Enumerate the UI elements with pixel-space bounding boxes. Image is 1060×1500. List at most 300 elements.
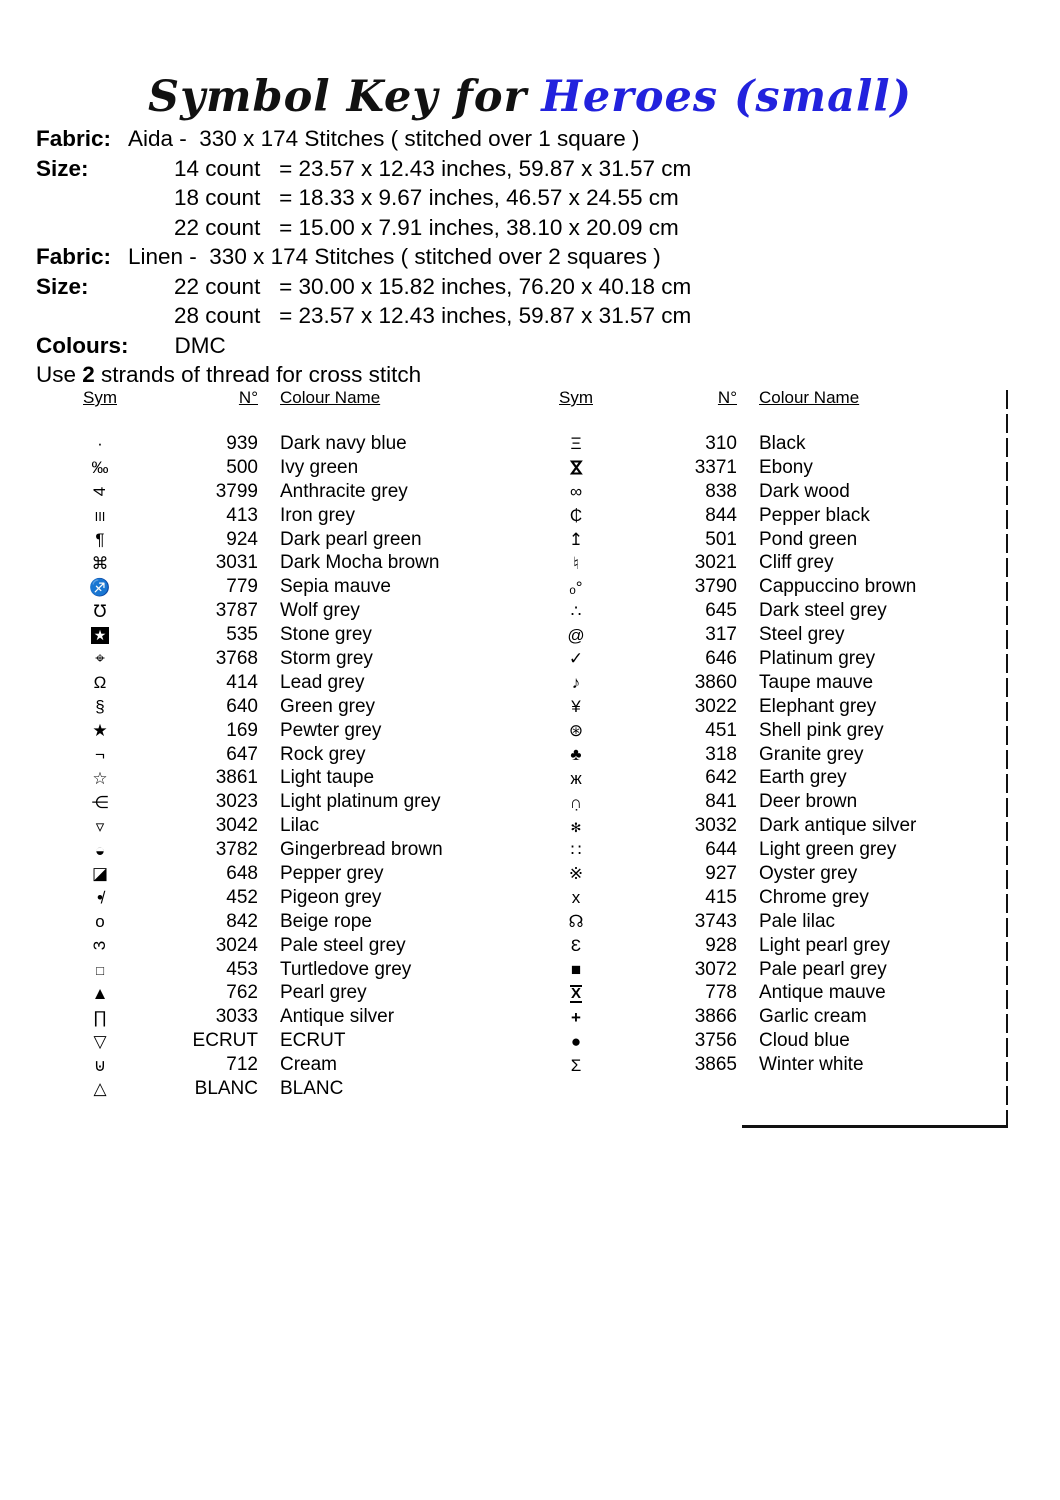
stitch-symbol-icon: ∏ (93, 1007, 107, 1027)
info-text: 28 count = 23.57 x 12.43 inches, 59.87 x 31.57 cm (174, 303, 692, 328)
strands-count: 2 (82, 362, 95, 387)
symbol-cell (64, 603, 136, 620)
colour-name: Pepper black (759, 504, 870, 526)
colour-name: Pepper grey (280, 862, 384, 884)
colour-name: Lilac (280, 815, 320, 837)
info-label: Fabric: (36, 244, 112, 269)
symbol-cell (64, 770, 136, 787)
dmc-number: 318 (705, 743, 737, 765)
key-row (64, 504, 504, 528)
stitch-symbol-icon: ■ (570, 960, 582, 980)
stitch-symbol-icon: Ω (93, 673, 107, 693)
stitch-symbol-icon: ∴ (570, 601, 582, 621)
dmc-number: 501 (705, 528, 737, 550)
key-row (540, 766, 990, 790)
symbol-cell (64, 1080, 136, 1097)
colour-name: Black (759, 432, 806, 454)
info-text: 18 count = 18.33 x 9.67 inches, 46.57 x 24.55 cm (174, 185, 679, 210)
key-row (540, 1053, 990, 1077)
key-row (540, 886, 990, 910)
stitch-symbol-icon: ♐ (89, 577, 111, 597)
info-label: Size: (36, 273, 89, 299)
key-row (64, 575, 504, 599)
dmc-number: 779 (226, 576, 258, 598)
key-row (64, 958, 504, 982)
colour-name: Turtledove grey (280, 958, 412, 980)
key-row (64, 766, 504, 790)
stitch-symbol-icon: ♪ (571, 673, 581, 693)
stitch-symbol-icon: ⌖ (95, 649, 105, 669)
stitch-symbol-icon: ↥ (568, 530, 584, 549)
stitch-symbol-icon: ⌘ (91, 553, 109, 573)
colour-name: Dark navy blue (280, 432, 407, 454)
key-row (540, 1005, 990, 1029)
colour-name: Dark steel grey (759, 600, 887, 622)
stitch-symbol-icon: § (95, 697, 105, 717)
symbol-cell (64, 842, 136, 859)
stitch-symbol-icon: X (570, 984, 581, 1002)
symbol-cell (64, 818, 136, 835)
colour-name: BLANC (280, 1077, 344, 1099)
stitch-symbol-icon: ▲ (91, 983, 109, 1003)
dmc-number: BLANC (194, 1077, 258, 1099)
stitch-symbol-icon: ⊛ (568, 721, 584, 741)
colour-name: Deer brown (759, 791, 858, 813)
dmc-number: 645 (705, 600, 737, 622)
key-row (64, 551, 504, 575)
symbol-cell (64, 746, 136, 763)
key-row (64, 528, 504, 552)
stitch-symbol-icon: ✻ (570, 819, 582, 835)
symbol-cell (540, 483, 612, 500)
dmc-number: 644 (705, 839, 737, 861)
colour-name: Pale steel grey (280, 934, 406, 956)
symbol-cell (540, 603, 612, 620)
symbol-cell (64, 722, 136, 739)
info-line (36, 185, 691, 215)
stitch-symbol-icon: ◪ (91, 864, 109, 884)
key-row (540, 432, 990, 456)
dmc-number: 647 (226, 743, 258, 765)
dmc-number: 640 (226, 695, 258, 717)
stitch-symbol-icon: Σ (570, 1055, 582, 1075)
symbol-cell (540, 722, 612, 739)
key-row (540, 838, 990, 862)
key-row (540, 647, 990, 671)
symbol-key-right-column (540, 388, 990, 1077)
colour-name: Dark Mocha brown (280, 552, 440, 574)
info-line (36, 156, 691, 186)
info-line (36, 215, 691, 245)
info-text: 22 count = 15.00 x 7.91 inches, 38.10 x 20.09 cm (174, 214, 679, 240)
dmc-number: 648 (226, 862, 258, 884)
colour-name: Storm grey (280, 647, 373, 669)
dmc-number: 842 (226, 910, 258, 932)
key-row (540, 504, 990, 528)
symbol-cell (64, 961, 136, 978)
stitch-symbol-icon: •̸ (97, 888, 103, 908)
colour-name: Cliff grey (759, 552, 834, 574)
colour-name: Wolf grey (280, 600, 360, 622)
dmc-number: 310 (705, 432, 737, 454)
dmc-number: 927 (705, 862, 737, 884)
colour-name: Light platinum grey (280, 791, 441, 813)
stitch-symbol-icon: o (95, 912, 105, 932)
symbol-cell (540, 746, 612, 763)
dmc-number: 3861 (215, 767, 258, 789)
info-label: Fabric: (36, 126, 112, 151)
strands-suffix: strands of thread for cross stitch (94, 362, 422, 387)
symbol-cell (64, 507, 136, 524)
stitch-symbol-icon: · (97, 434, 103, 454)
info-line (36, 244, 691, 274)
colour-name: Light taupe (280, 767, 375, 789)
stitch-symbol-icon: ж (570, 768, 582, 788)
colour-name: Pale lilac (759, 910, 836, 932)
key-row (64, 838, 504, 862)
column-header-row (540, 388, 990, 412)
stitch-symbol-icon: + (571, 1007, 581, 1027)
column-header-sym: Sym (559, 388, 593, 407)
dmc-number: 413 (226, 504, 258, 526)
stitch-symbol-icon: ℧ (93, 601, 107, 621)
symbol-cell (540, 435, 612, 452)
column-header-number: N° (238, 388, 258, 407)
symbol-cell (540, 1009, 612, 1026)
colour-name: Cream (280, 1054, 338, 1076)
key-row (64, 1005, 504, 1029)
stitch-symbol-icon: ‰ (91, 458, 109, 478)
dmc-number: 415 (705, 886, 737, 908)
symbol-cell (540, 818, 612, 835)
stitch-symbol-icon: ● (570, 1031, 582, 1051)
symbol-cell (64, 626, 136, 644)
symbol-cell (540, 1033, 612, 1050)
key-row (64, 647, 504, 671)
dmc-number: 3743 (694, 910, 737, 932)
colour-name: Sepia mauve (280, 576, 391, 598)
stitch-symbol-icon: ♣ (570, 745, 582, 765)
symbol-cell (540, 627, 612, 644)
stitch-symbol-icon: ∩̣ (569, 792, 583, 812)
key-row (64, 814, 504, 838)
stitch-symbol-icon: △ (93, 1079, 107, 1099)
colour-name: Platinum grey (759, 647, 876, 669)
page-title (0, 72, 1060, 122)
fabric-info-block (36, 126, 691, 362)
symbol-cell (64, 579, 136, 596)
dmc-number: 3799 (215, 480, 258, 502)
stitch-symbol-icon: Ɛ (570, 936, 582, 956)
info-text: Aida - 330 x 174 Stitches ( stitched over 1 square ) (128, 126, 640, 151)
key-row (64, 790, 504, 814)
colour-name: Light pearl grey (759, 934, 890, 956)
colour-name: Gingerbread brown (280, 839, 443, 861)
symbol-cell (540, 865, 612, 882)
symbol-cell (540, 842, 612, 859)
key-row (540, 528, 990, 552)
symbol-cell (540, 961, 612, 978)
dmc-number: 453 (226, 958, 258, 980)
stitch-symbol-icon: Ξ (570, 434, 582, 454)
dmc-number: 778 (705, 982, 737, 1004)
table-bottom-border-line (742, 1125, 1008, 1128)
key-row (64, 480, 504, 504)
key-row (64, 1029, 504, 1053)
colour-name: Dark pearl green (280, 528, 422, 550)
symbol-cell (64, 794, 136, 811)
colour-name: Green grey (280, 695, 376, 717)
symbol-cell (540, 1057, 612, 1074)
strands-prefix: Use (36, 362, 83, 387)
dmc-number: 3866 (694, 1006, 737, 1028)
stitch-symbol-icon: ♮ (572, 553, 580, 573)
colour-name: Pearl grey (280, 982, 367, 1004)
key-row (64, 695, 504, 719)
symbol-cell (540, 698, 612, 715)
colour-name: Antique silver (280, 1006, 395, 1028)
key-row (540, 934, 990, 958)
dmc-number: 414 (226, 671, 258, 693)
dmc-number: 317 (705, 624, 737, 646)
info-line (36, 303, 691, 333)
stitch-symbol-icon: ∷ (570, 840, 582, 860)
stitch-symbol-icon: ¬ (95, 745, 105, 765)
key-row (64, 599, 504, 623)
dmc-number: 928 (705, 934, 737, 956)
key-row (64, 719, 504, 743)
stitch-symbol-icon: ⋈ (566, 459, 586, 477)
table-right-border-line (1006, 390, 1008, 1127)
key-row (540, 1029, 990, 1053)
symbol-cell (64, 889, 136, 906)
info-line (36, 274, 691, 304)
symbol-cell (540, 507, 612, 524)
dmc-number: 451 (705, 719, 737, 741)
column-header-sym: Sym (83, 388, 117, 407)
colour-name: Cloud blue (759, 1030, 850, 1052)
symbol-cell (540, 770, 612, 787)
key-row (540, 695, 990, 719)
dmc-number: 939 (226, 432, 258, 454)
key-row (64, 910, 504, 934)
colour-name: Pale pearl grey (759, 958, 887, 980)
stitch-symbol-icon: ¶ (95, 530, 105, 549)
colour-name: Anthracite grey (280, 480, 408, 502)
symbol-cell (540, 579, 612, 596)
stitch-symbol-icon: ▿ (95, 816, 105, 836)
column-header-number: N° (717, 388, 737, 407)
dmc-number: 3860 (694, 671, 737, 693)
stitch-symbol-icon: III (94, 509, 106, 525)
key-row (64, 432, 504, 456)
stitch-symbol-icon: ¥ (571, 697, 581, 717)
symbol-cell (540, 889, 612, 906)
info-text: 14 count = 23.57 x 12.43 inches, 59.87 x 31.57 cm (174, 155, 692, 181)
stitch-symbol-icon: ₒ° (569, 577, 583, 597)
key-row (64, 934, 504, 958)
dmc-number: 712 (226, 1054, 258, 1076)
stitch-symbol-icon: ∞ (569, 482, 583, 502)
symbol-cell (540, 555, 612, 572)
symbol-cell (540, 794, 612, 811)
colour-name: Pigeon grey (280, 886, 382, 908)
symbol-cell (64, 650, 136, 667)
colour-name: Light green grey (759, 839, 897, 861)
dmc-number: 3756 (694, 1030, 737, 1052)
symbol-key-left-column (64, 388, 504, 1101)
symbol-cell (540, 459, 612, 476)
dmc-number: 3782 (215, 839, 258, 861)
colour-name: Earth grey (759, 767, 847, 789)
colour-name: Cappuccino brown (759, 576, 917, 598)
key-row (540, 790, 990, 814)
stitch-symbol-icon: ▽ (93, 1031, 107, 1051)
colour-name: Antique mauve (759, 982, 886, 1004)
colour-name: Pewter grey (280, 719, 382, 741)
symbol-cell (64, 1009, 136, 1026)
colour-name: Shell pink grey (759, 719, 884, 741)
dmc-number: 844 (705, 504, 737, 526)
dmc-number: 3021 (694, 552, 737, 574)
dmc-number: 3033 (215, 1006, 258, 1028)
dmc-number: 3042 (215, 815, 258, 837)
dmc-number: 924 (226, 528, 258, 550)
colour-name: Stone grey (280, 624, 372, 646)
key-row (540, 671, 990, 695)
stitch-symbol-icon: □ (96, 963, 104, 979)
stitch-symbol-icon: ◒ (94, 840, 106, 860)
info-text: 22 count = 30.00 x 15.82 inches, 76.20 x 40.18 cm (174, 273, 692, 299)
dmc-number: 3023 (215, 791, 258, 813)
dmc-number: 3790 (694, 576, 737, 598)
info-text: DMC (174, 332, 226, 358)
symbol-cell (540, 984, 612, 1003)
symbol-cell (64, 913, 136, 930)
key-row (540, 862, 990, 886)
stitch-symbol-icon: 4 (90, 486, 110, 497)
symbol-cell (64, 674, 136, 691)
stitch-symbol-icon: ☆ (92, 768, 108, 788)
stitch-symbol-icon: x (571, 888, 581, 908)
info-line (36, 333, 691, 363)
dmc-number: 3072 (694, 958, 737, 980)
colour-name: Rock grey (280, 743, 366, 765)
dmc-number: 3787 (215, 600, 258, 622)
key-row (64, 671, 504, 695)
symbol-cell (540, 937, 612, 954)
key-row (64, 981, 504, 1005)
dmc-number: 3022 (694, 695, 737, 717)
symbol-cell (64, 555, 136, 572)
key-row (540, 743, 990, 767)
stitch-symbol-icon: ⊍ (93, 1055, 107, 1075)
colour-name: Chrome grey (759, 886, 869, 908)
dmc-number: 838 (705, 480, 737, 502)
key-row (64, 456, 504, 480)
key-row (540, 551, 990, 575)
info-label: Size: (36, 155, 89, 181)
colour-name: Ivy green (280, 456, 359, 478)
symbol-cell (64, 985, 136, 1002)
colour-name: Pond green (759, 528, 858, 550)
symbol-cell (64, 865, 136, 882)
key-row (64, 623, 504, 647)
info-text: Linen - 330 x 174 Stitches ( stitched over 2 squares ) (128, 244, 661, 269)
stitch-symbol-icon: 3 (90, 940, 110, 951)
colour-name: Garlic cream (759, 1006, 867, 1028)
colour-name: Elephant grey (759, 695, 877, 717)
strands-note (36, 362, 421, 388)
dmc-number: 646 (705, 647, 737, 669)
dmc-number: 169 (226, 719, 258, 741)
column-header-colour-name: Colour Name (280, 388, 381, 407)
dmc-number: 3371 (694, 456, 737, 478)
dmc-number: 3768 (215, 647, 258, 669)
key-row (540, 456, 990, 480)
dmc-number: 452 (226, 886, 258, 908)
stitch-symbol-icon: ✓ (568, 649, 584, 669)
key-row (540, 814, 990, 838)
symbol-cell (64, 1033, 136, 1050)
colour-name: Iron grey (280, 504, 355, 526)
dmc-number: 3024 (215, 934, 258, 956)
colour-name: Beige rope (280, 910, 372, 932)
symbol-cell (540, 531, 612, 548)
key-row (64, 886, 504, 910)
symbol-cell (64, 937, 136, 954)
key-row (540, 480, 990, 504)
stitch-symbol-icon: ※ (568, 864, 584, 884)
symbol-cell (64, 435, 136, 452)
key-row (64, 862, 504, 886)
symbol-cell (64, 698, 136, 715)
colour-name: Dark wood (759, 480, 850, 502)
colour-name: Winter white (759, 1054, 864, 1076)
key-row (540, 575, 990, 599)
colour-name: Taupe mauve (759, 671, 874, 693)
stitch-symbol-icon: ☊ (568, 912, 584, 932)
dmc-number: 841 (705, 791, 737, 813)
key-row (540, 958, 990, 982)
colour-name: Granite grey (759, 743, 864, 765)
symbol-cell (64, 531, 136, 548)
stitch-symbol-icon: ⋲ (91, 792, 109, 812)
column-header-row (64, 388, 504, 412)
symbol-cell (540, 674, 612, 691)
stitch-symbol-icon: @ (567, 625, 585, 645)
stitch-symbol-icon: ₵ (569, 506, 583, 526)
key-row (64, 1053, 504, 1077)
colour-name: Lead grey (280, 671, 365, 693)
title-pattern-name: Heroes (small) (541, 72, 912, 122)
symbol-cell (64, 459, 136, 476)
title-prefix: Symbol Key for (148, 72, 528, 122)
dmc-number: 3031 (215, 552, 258, 574)
key-row (540, 910, 990, 934)
column-header-colour-name: Colour Name (759, 388, 860, 407)
symbol-cell (64, 483, 136, 500)
dmc-number: 762 (226, 982, 258, 1004)
key-row (64, 1077, 504, 1101)
key-row (540, 981, 990, 1005)
symbol-cell (540, 650, 612, 667)
colour-name: Ebony (759, 456, 813, 478)
key-row (540, 719, 990, 743)
info-line (36, 126, 691, 156)
colour-name: ECRUT (280, 1030, 346, 1052)
dmc-number: 3032 (694, 815, 737, 837)
